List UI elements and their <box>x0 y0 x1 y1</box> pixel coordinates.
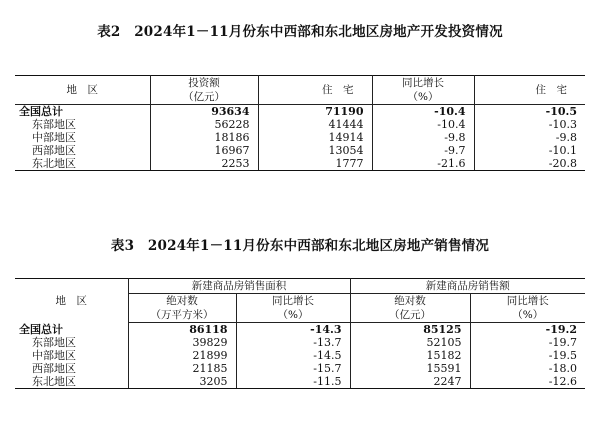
table-row: 西部地区 16967 13054 -9.7 -10.1 <box>15 144 585 157</box>
table-row: 东部地区 39829 -13.7 52105 -19.7 <box>15 336 585 349</box>
table2-title: 表2 2024年1－11月份东中西部和东北地区房地产开发投资情况 <box>97 24 503 40</box>
header-pct: （%） <box>372 90 474 105</box>
header-residential: 住 宅 <box>258 76 372 105</box>
header-area-group: 新建商品房销售面积 <box>128 279 350 294</box>
header-investment-unit: （亿元） <box>150 90 258 105</box>
header-yoy: 同比增长 <box>372 76 474 91</box>
table-row: 全国总计 86118 -14.3 85125 -19.2 <box>15 323 585 337</box>
header-area-abs: 绝对数 <box>128 294 236 309</box>
header-investment: 投资额 <box>150 76 258 91</box>
header-area-yoy: 同比增长 <box>236 294 350 309</box>
header-area-unit: （万平方米） <box>128 308 236 323</box>
table-row: 中部地区 21899 -14.5 15182 -19.5 <box>15 349 585 362</box>
header-region: 地 区 <box>15 76 150 105</box>
table-row: 东北地区 2253 1777 -21.6 -20.8 <box>15 157 585 171</box>
header-sales-unit: （亿元） <box>350 308 470 323</box>
investment-table <box>15 75 585 171</box>
header-area-pct: （%） <box>236 308 350 323</box>
header-sales-pct: （%） <box>470 308 585 323</box>
header-region: 地 区 <box>15 279 128 323</box>
header-sales-group: 新建商品房销售额 <box>350 279 585 294</box>
table-row: 全国总计 93634 71190 -10.4 -10.5 <box>15 105 585 119</box>
table-row: 东部地区 56228 41444 -10.4 -10.3 <box>15 118 585 131</box>
table-row: 东北地区 3205 -11.5 2247 -12.6 <box>15 375 585 389</box>
header-sales-yoy: 同比增长 <box>506 295 549 307</box>
table3-title: 表3 2024年1－11月份东中西部和东北地区房地产销售情况 <box>110 238 490 254</box>
header-sales-abs: 绝对数 <box>350 294 470 309</box>
table-row: 西部地区 21185 -15.7 15591 -18.0 <box>15 362 585 375</box>
header-yoy-residential: 住 宅 <box>474 76 585 105</box>
table-row: 中部地区 18186 14914 -9.8 -9.8 <box>15 131 585 144</box>
sales-table <box>15 278 585 389</box>
